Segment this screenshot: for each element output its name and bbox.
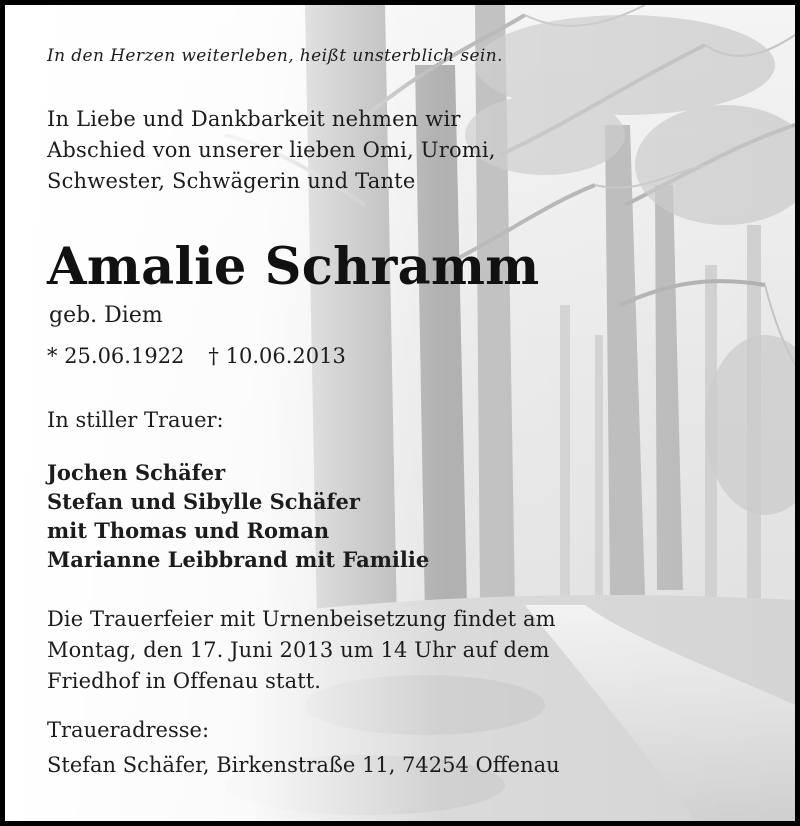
mourner-entry: Stefan und Sibylle Schäfer xyxy=(47,489,360,514)
maiden-name: geb. Diem xyxy=(49,303,163,328)
mourners-list xyxy=(47,458,429,574)
ceremony-line: Die Trauerfeier mit Urnenbeisetzung findet am xyxy=(47,607,556,631)
death-date: † 10.06.2013 xyxy=(208,344,346,368)
mourner-entry: Marianne Leibbrand mit Familie xyxy=(47,547,430,572)
address-label: Traueradresse: xyxy=(47,718,210,742)
motto-quote: In den Herzen weiterleben, heißt unsterblich sein. xyxy=(47,46,503,66)
mourning-label: In stiller Trauer: xyxy=(47,408,224,432)
intro-line: Schwester, Schwägerin und Tante xyxy=(47,169,416,193)
deceased-name: Amalie Schramm xyxy=(47,237,540,297)
life-dates xyxy=(47,344,346,368)
ceremony-line: Friedhof in Offenau statt. xyxy=(47,669,322,693)
mourner-entry: mit Thomas und Roman xyxy=(47,518,330,543)
ceremony-info xyxy=(47,604,556,697)
ceremony-line: Montag, den 17. Juni 2013 um 14 Uhr auf dem xyxy=(47,638,550,662)
mourning-address: Stefan Schäfer, Birkenstraße 11, 74254 Offenau xyxy=(47,753,560,777)
intro-line: Abschied von unserer lieben Omi, Uromi, xyxy=(47,138,496,162)
intro-line: In Liebe und Dankbarkeit nehmen wir xyxy=(47,107,461,131)
intro-paragraph xyxy=(47,104,496,197)
mourner-entry: Jochen Schäfer xyxy=(47,460,226,485)
birth-date: * 25.06.1922 xyxy=(47,344,185,368)
